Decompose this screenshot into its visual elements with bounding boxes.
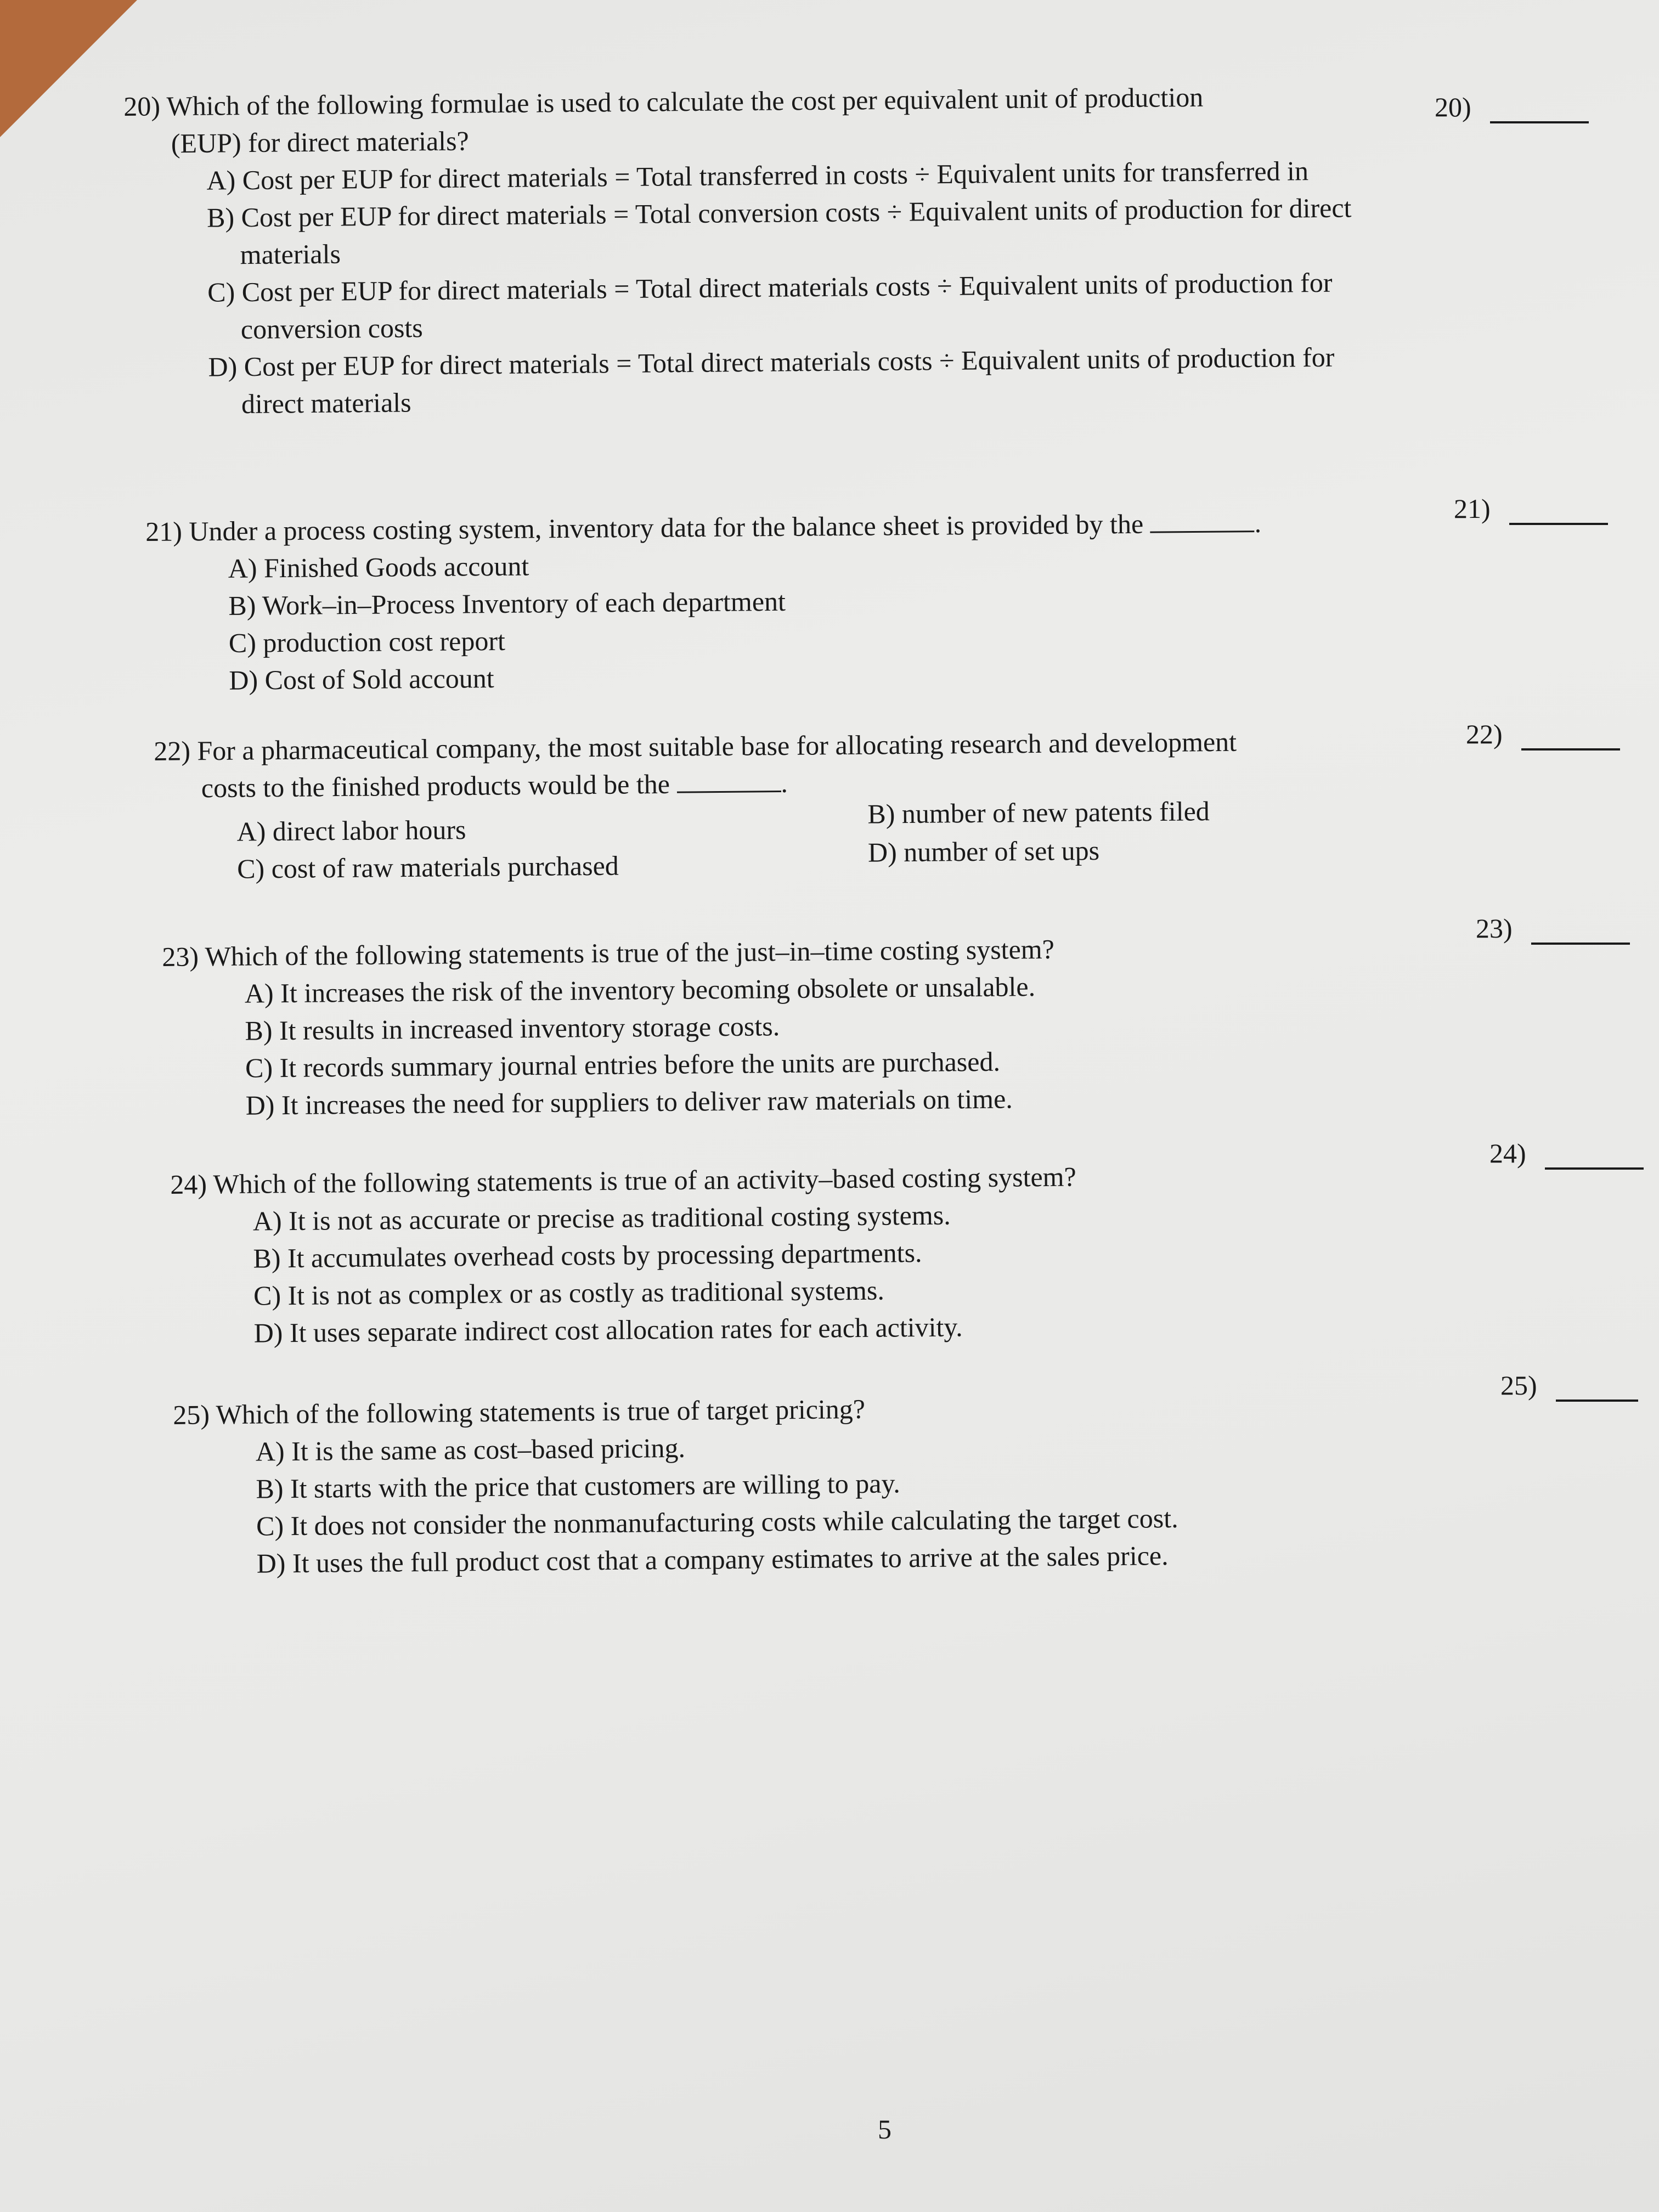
question-21-stem: 21) Under a process costing system, inventory data for the balance sheet is provided by the . bbox=[145, 507, 1262, 547]
page-number: 5 bbox=[878, 2114, 891, 2145]
question-22 bbox=[154, 721, 1417, 888]
question-22-stem-line-1: 22) For a pharmaceutical company, the most suitable base for allocating research and development bbox=[154, 726, 1237, 766]
answer-slot-20-line[interactable] bbox=[1490, 99, 1589, 123]
answer-slot-23 bbox=[1476, 912, 1630, 945]
question-24 bbox=[170, 1155, 1379, 1352]
question-22-stem: 22) For a pharmaceutical company, the most suitable base for allocating research and development costs to the finished products would be the . bbox=[154, 726, 1237, 804]
question-20-option-b: B) Cost per EUP for direct materials = Total conversion costs ÷ Equivalent units of production for direct materials bbox=[206, 192, 1352, 270]
question-22-options bbox=[236, 796, 1417, 888]
question-25-stem: 25) Which of the following statements is true of target pricing? bbox=[173, 1393, 866, 1430]
answer-slot-23-line[interactable] bbox=[1531, 921, 1630, 945]
answer-slot-24-label: 24) bbox=[1489, 1138, 1526, 1169]
question-25-option-d: D) It uses the full product cost that a company estimates to arrive at the sales price. bbox=[256, 1540, 1169, 1579]
question-22-option-b: B) number of new patents filed bbox=[867, 795, 1210, 830]
question-20-stem-line-2: (EUP) for direct materials? bbox=[171, 125, 469, 159]
question-22-stem-line-2: costs to the finished products would be the bbox=[201, 768, 670, 804]
answer-slot-25-line[interactable] bbox=[1556, 1378, 1638, 1402]
question-20-option-c: C) Cost per EUP for direct materials = Total direct materials costs ÷ Equivalent units of production for conversion costs bbox=[207, 267, 1333, 345]
page-corner-shadow bbox=[0, 0, 137, 137]
question-22-fill-blank bbox=[676, 769, 781, 793]
answer-slot-22-line[interactable] bbox=[1521, 726, 1620, 751]
answer-slot-21 bbox=[1454, 492, 1608, 525]
answer-slot-25-label: 25) bbox=[1500, 1370, 1537, 1401]
question-25-option-c: C) It does not consider the nonmanufacturing costs while calculating the target cost. bbox=[256, 1503, 1178, 1542]
question-22-option-c: C) cost of raw materials purchased bbox=[236, 850, 619, 884]
question-25 bbox=[173, 1385, 1436, 1583]
question-21-option-d: D) Cost of Sold account bbox=[229, 663, 494, 696]
question-20-option-a: A) Cost per EUP for direct materials = Total transferred in costs ÷ Equivalent units for transferred in bbox=[206, 155, 1309, 196]
question-23-option-a: A) It increases the risk of the inventory becoming obsolete or unsalable. bbox=[244, 971, 1036, 1009]
question-23-option-d: D) It increases the need for suppliers to deliver raw materials on time. bbox=[245, 1083, 1013, 1121]
question-22-option-d: D) number of set ups bbox=[867, 834, 1100, 868]
answer-slot-24 bbox=[1489, 1137, 1644, 1170]
question-24-option-c: C) It is not as complex or as costly as traditional systems. bbox=[253, 1274, 885, 1311]
answer-slot-21-label: 21) bbox=[1454, 493, 1491, 524]
answer-slot-20-label: 20) bbox=[1435, 92, 1471, 122]
question-20 bbox=[123, 77, 1388, 424]
question-24-option-d: D) It uses separate indirect cost allocation rates for each activity. bbox=[253, 1311, 963, 1348]
answer-slot-22-label: 22) bbox=[1466, 719, 1503, 749]
question-23-option-c: C) It records summary journal entries before the units are purchased. bbox=[245, 1046, 1001, 1084]
answer-slot-23-label: 23) bbox=[1476, 913, 1513, 944]
answer-slot-25 bbox=[1500, 1369, 1638, 1402]
question-20-stem-line-1: 20) Which of the following formulae is used to calculate the cost per equivalent unit of production bbox=[123, 81, 1204, 122]
question-21 bbox=[145, 503, 1409, 699]
question-21-option-c: C) production cost report bbox=[228, 625, 506, 658]
answer-slot-22 bbox=[1466, 718, 1620, 751]
answer-slot-24-line[interactable] bbox=[1545, 1146, 1644, 1170]
question-23-stem: 23) Which of the following statements is true of the just–in–time costing system? bbox=[162, 933, 1055, 972]
question-20-stem bbox=[123, 77, 1386, 162]
question-21-fill-blank bbox=[1150, 509, 1254, 533]
question-24-option-b: B) It accumulates overhead costs by processing departments. bbox=[253, 1237, 922, 1274]
question-21-option-a: A) Finished Goods account bbox=[228, 550, 529, 584]
question-24-option-a: A) It is not as accurate or precise as traditional costing systems. bbox=[252, 1199, 951, 1237]
question-23-option-b: B) It results in increased inventory storage costs. bbox=[245, 1011, 780, 1046]
question-25-option-b: B) It starts with the price that customers are willing to pay. bbox=[256, 1468, 900, 1504]
question-21-stem-text: 21) Under a process costing system, inventory data for the balance sheet is provided by the bbox=[145, 508, 1144, 547]
question-24-stem: 24) Which of the following statements is true of an activity–based costing system? bbox=[170, 1161, 1076, 1200]
question-22-option-a: A) direct labor hours bbox=[236, 814, 466, 847]
answer-slot-20 bbox=[1435, 91, 1589, 123]
question-25-option-a: A) It is the same as cost–based pricing. bbox=[255, 1432, 686, 1467]
question-23 bbox=[162, 928, 1370, 1125]
question-20-option-d: D) Cost per EUP for direct materials = Total direct materials costs ÷ Equivalent units of production for direct materials bbox=[208, 341, 1335, 420]
question-21-option-b: B) Work–in–Process Inventory of each department bbox=[228, 585, 786, 621]
answer-slot-21-line[interactable] bbox=[1509, 501, 1608, 525]
